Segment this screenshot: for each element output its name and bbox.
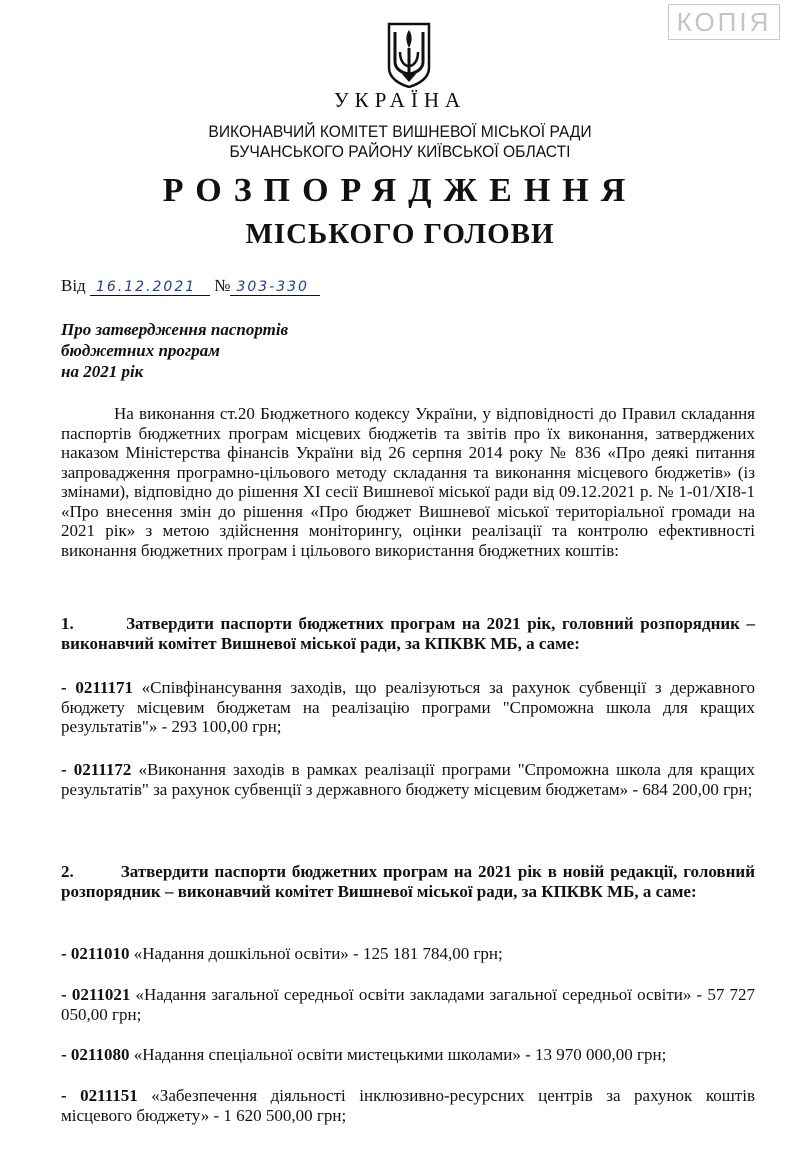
section-2-heading [61,862,755,901]
preamble-paragraph: На виконання ст.20 Бюджетного кодексу України, у відповідності до Правил складання паспортів бюджетних програм місцевих бюджетів та звітів про їх виконання, затверджених наказом Міністерства фінансів України від 26 серпня 2014 року № 836 «Про деякі питання запровадження програмно-цільового методу складання та виконання місцевого бюджетів» (із змінами), відповідно до рішення ХІ сесії Вишневої міської ради від 09.12.2021 р. № 1-01/ХІ8-1 «Про внесення змін до рішення «Про бюджет Вишневої міської територіальної громади на 2021 рік» з метою здійснення моніторингу, оцінки реалізації та контролю ефективності виконання бюджетних програм і цільового використання бюджетних коштів: [61,404,755,560]
section-1-text: Затвердити паспорти бюджетних програм на 2021 рік, головний розпорядник – виконавчий комітет Вишневої міської ради, за КПКВК МБ, а саме: [61,614,755,653]
number-label: № [214,276,231,295]
section-2-text: Затвердити паспорти бюджетних програм на 2021 рік в новій редакції, головний розпорядник – виконавчий комітет Вишневої міської ради, за КПКВК МБ, а саме: [61,862,755,901]
program-code: 0211010 [70,944,130,963]
section-2-item: - 0211010 «Надання дошкільної освіти» - 125 181 784,00 грн; [61,944,503,963]
program-code: 0211151 [80,1086,138,1105]
handwritten-date: 16.12.2021 [90,279,210,296]
country-name: УКРАЇНА [333,88,467,112]
program-text: «Надання загальної середньої освіти закладами загальної середньої освіти» - 57 727 050,00 грн; [61,985,755,1024]
program-code: 0211080 [70,1045,130,1064]
subject-line-2: бюджетних програм [61,341,220,360]
copy-stamp: КОПІЯ [668,4,780,40]
subject-line-1: Про затвердження паспортів [61,320,289,339]
program-code: 0211021 [71,985,131,1004]
section-1-number: 1. [61,614,74,633]
handwritten-number: 303-330 [230,279,320,296]
program-text: «Співфінансування заходів, що реалізуються за рахунок субвенції з державного бюджету місцевим бюджетам на реалізацію програми "Спроможна школа для кращих результатів"» - 293 100,00 грн; [61,678,755,736]
date-number-line [61,276,320,296]
section-1-item: - 0211172 «Виконання заходів в рамках реалізації програми "Спроможна школа для кращих результатів" за рахунок субвенції з державного бюджету місцевим бюджетам» - 684 200,00 грн; [61,760,755,799]
program-text: «Виконання заходів в рамках реалізації програми "Спроможна школа для кращих результатів" за рахунок субвенції з державного бюджету місцевим бюджетам» - 684 200,00 грн; [61,760,755,799]
subject-line-3: на 2021 рік [61,362,144,381]
organization-header [32,122,768,162]
section-2-item: - 0211080 «Надання спеціальної освіти мистецькими школами» - 13 970 000,00 грн; [61,1045,667,1064]
organization-line-1: ВИКОНАВЧИЙ КОМІТЕТ ВИШНЕВОЇ МІСЬКОЇ РАДИ [208,122,592,141]
program-text: «Надання дошкільної освіти» - 125 181 784,00 грн; [129,944,503,963]
section-2-item: - 0211021 «Надання загальної середньої освіти закладами загальної середньої освіти» - 57 727 050,00 грн; [61,985,755,1024]
section-1-item: - 0211171 «Співфінансування заходів, що реалізуються за рахунок субвенції з державного бюджету місцевим бюджетам на реалізацію програми "Спроможна школа для кращих результатів"» - 293 100,00 грн; [61,678,755,736]
section-2-item: - 0211151 «Забезпечення діяльності інклюзивно-ресурсних центрів за рахунок коштів місцевого бюджету» - 1 620 500,00 грн; [61,1086,755,1125]
section-2-number: 2. [61,862,74,881]
trident-emblem-icon [386,22,432,88]
document-subject [61,319,288,382]
program-code: 0211171 [75,678,133,697]
document-title: РОЗПОРЯДЖЕННЯ [162,172,638,209]
section-1-heading [61,614,755,653]
program-text: «Надання спеціальної освіти мистецькими школами» - 13 970 000,00 грн; [129,1045,667,1064]
organization-line-2: БУЧАНСЬКОГО РАЙОНУ КИЇВСЬКОЇ ОБЛАСТІ [229,142,571,161]
from-label: Від [61,276,86,295]
program-code: 0211172 [73,760,132,779]
document-subtitle: МІСЬКОГО ГОЛОВИ [245,218,555,250]
program-text: «Забезпечення діяльності інклюзивно-ресурсних центрів за рахунок коштів місцевого бюджету» - 1 620 500,00 грн; [61,1086,755,1125]
